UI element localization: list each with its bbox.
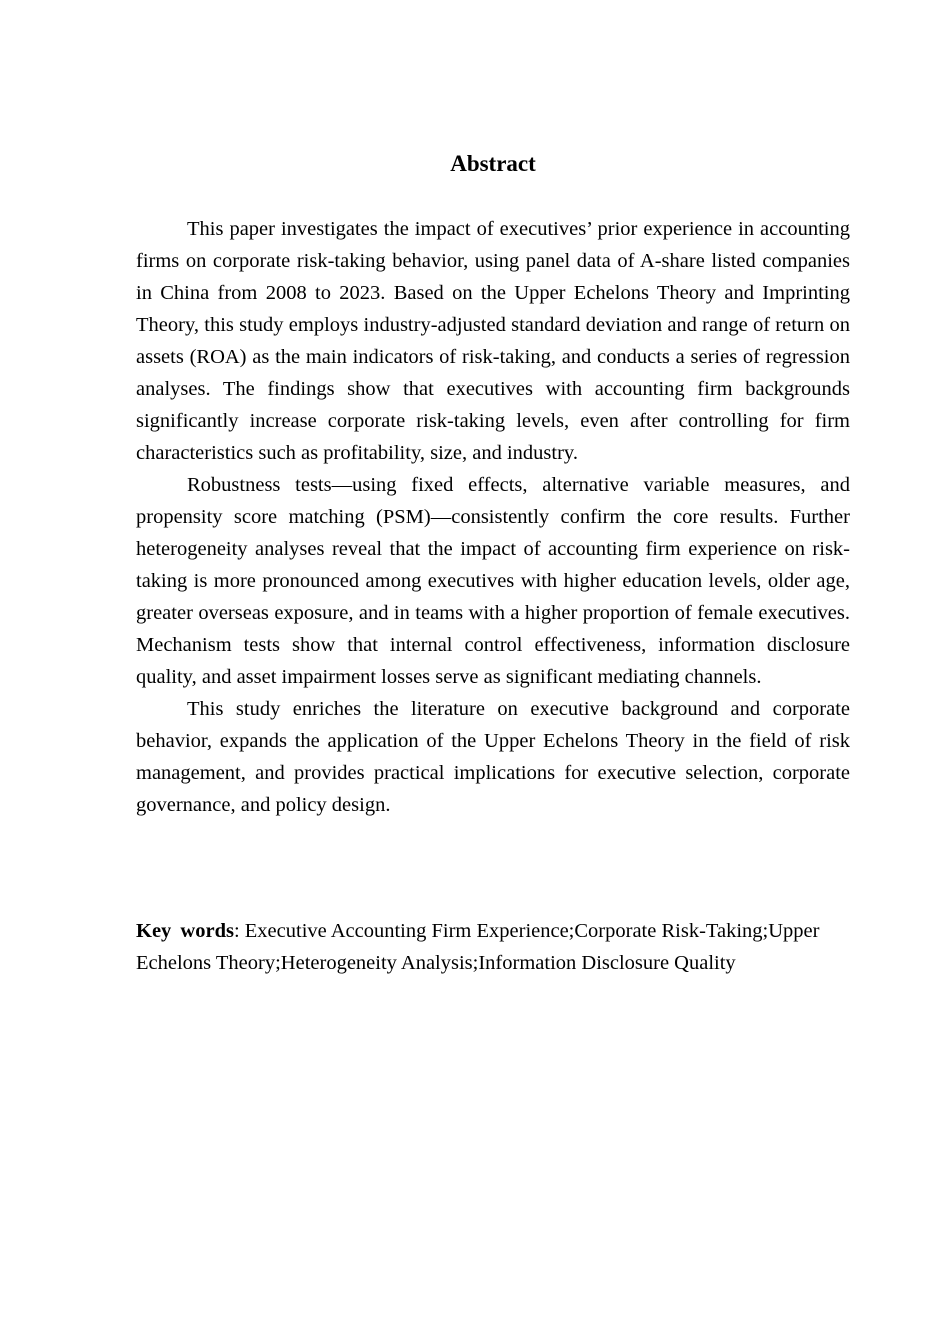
keywords-line: [136, 915, 850, 979]
abstract-paragraph-1: This paper investigates the impact of executives’ prior experience in accounting firms on corporate risk-taking behavior, using panel data of A-share listed companies in China from 2008 to 2023. Based on the Upper Echelons Theory and Imprinting Theory, this study employs industry-adjusted standard deviation and range of return on assets (ROA) as the main indicators of risk-taking, and conducts a series of regression analyses. The findings show that executives with accounting firm backgrounds significantly increase corporate risk-taking levels, even after controlling for firm characteristics such as profitability, size, and industry.: [136, 218, 850, 464]
keywords-separator: :: [233, 920, 245, 942]
abstract-body: [136, 213, 850, 821]
keywords-label: Key words: [136, 920, 234, 942]
abstract-paragraph-3: This study enriches the literature on executive background and corporate behavior, expands the application of the Upper Echelons Theory in the field of risk management, and provides practical implications for executive selection, corporate governance, and policy design.: [136, 698, 850, 816]
abstract-title: Abstract: [450, 151, 536, 176]
abstract-paragraph-2: Robustness tests—using fixed effects, alternative variable measures, and propensity score matching (PSM)—consistently confirm the core results. Further heterogeneity analyses reveal that the impact of accounting firm experience on risk-taking is more pronounced among executives with higher education levels, older age, greater overseas exposure, and in teams with a higher proportion of female executives. Mechanism tests show that internal control effectiveness, information disclosure quality, and asset impairment losses serve as significant mediating channels.: [136, 474, 850, 688]
keywords-text: Executive Accounting Firm Experience;Corporate Risk-Taking;Upper Echelons Theory;Heterogeneity Analysis;Information Disclosure Quality: [136, 920, 820, 974]
